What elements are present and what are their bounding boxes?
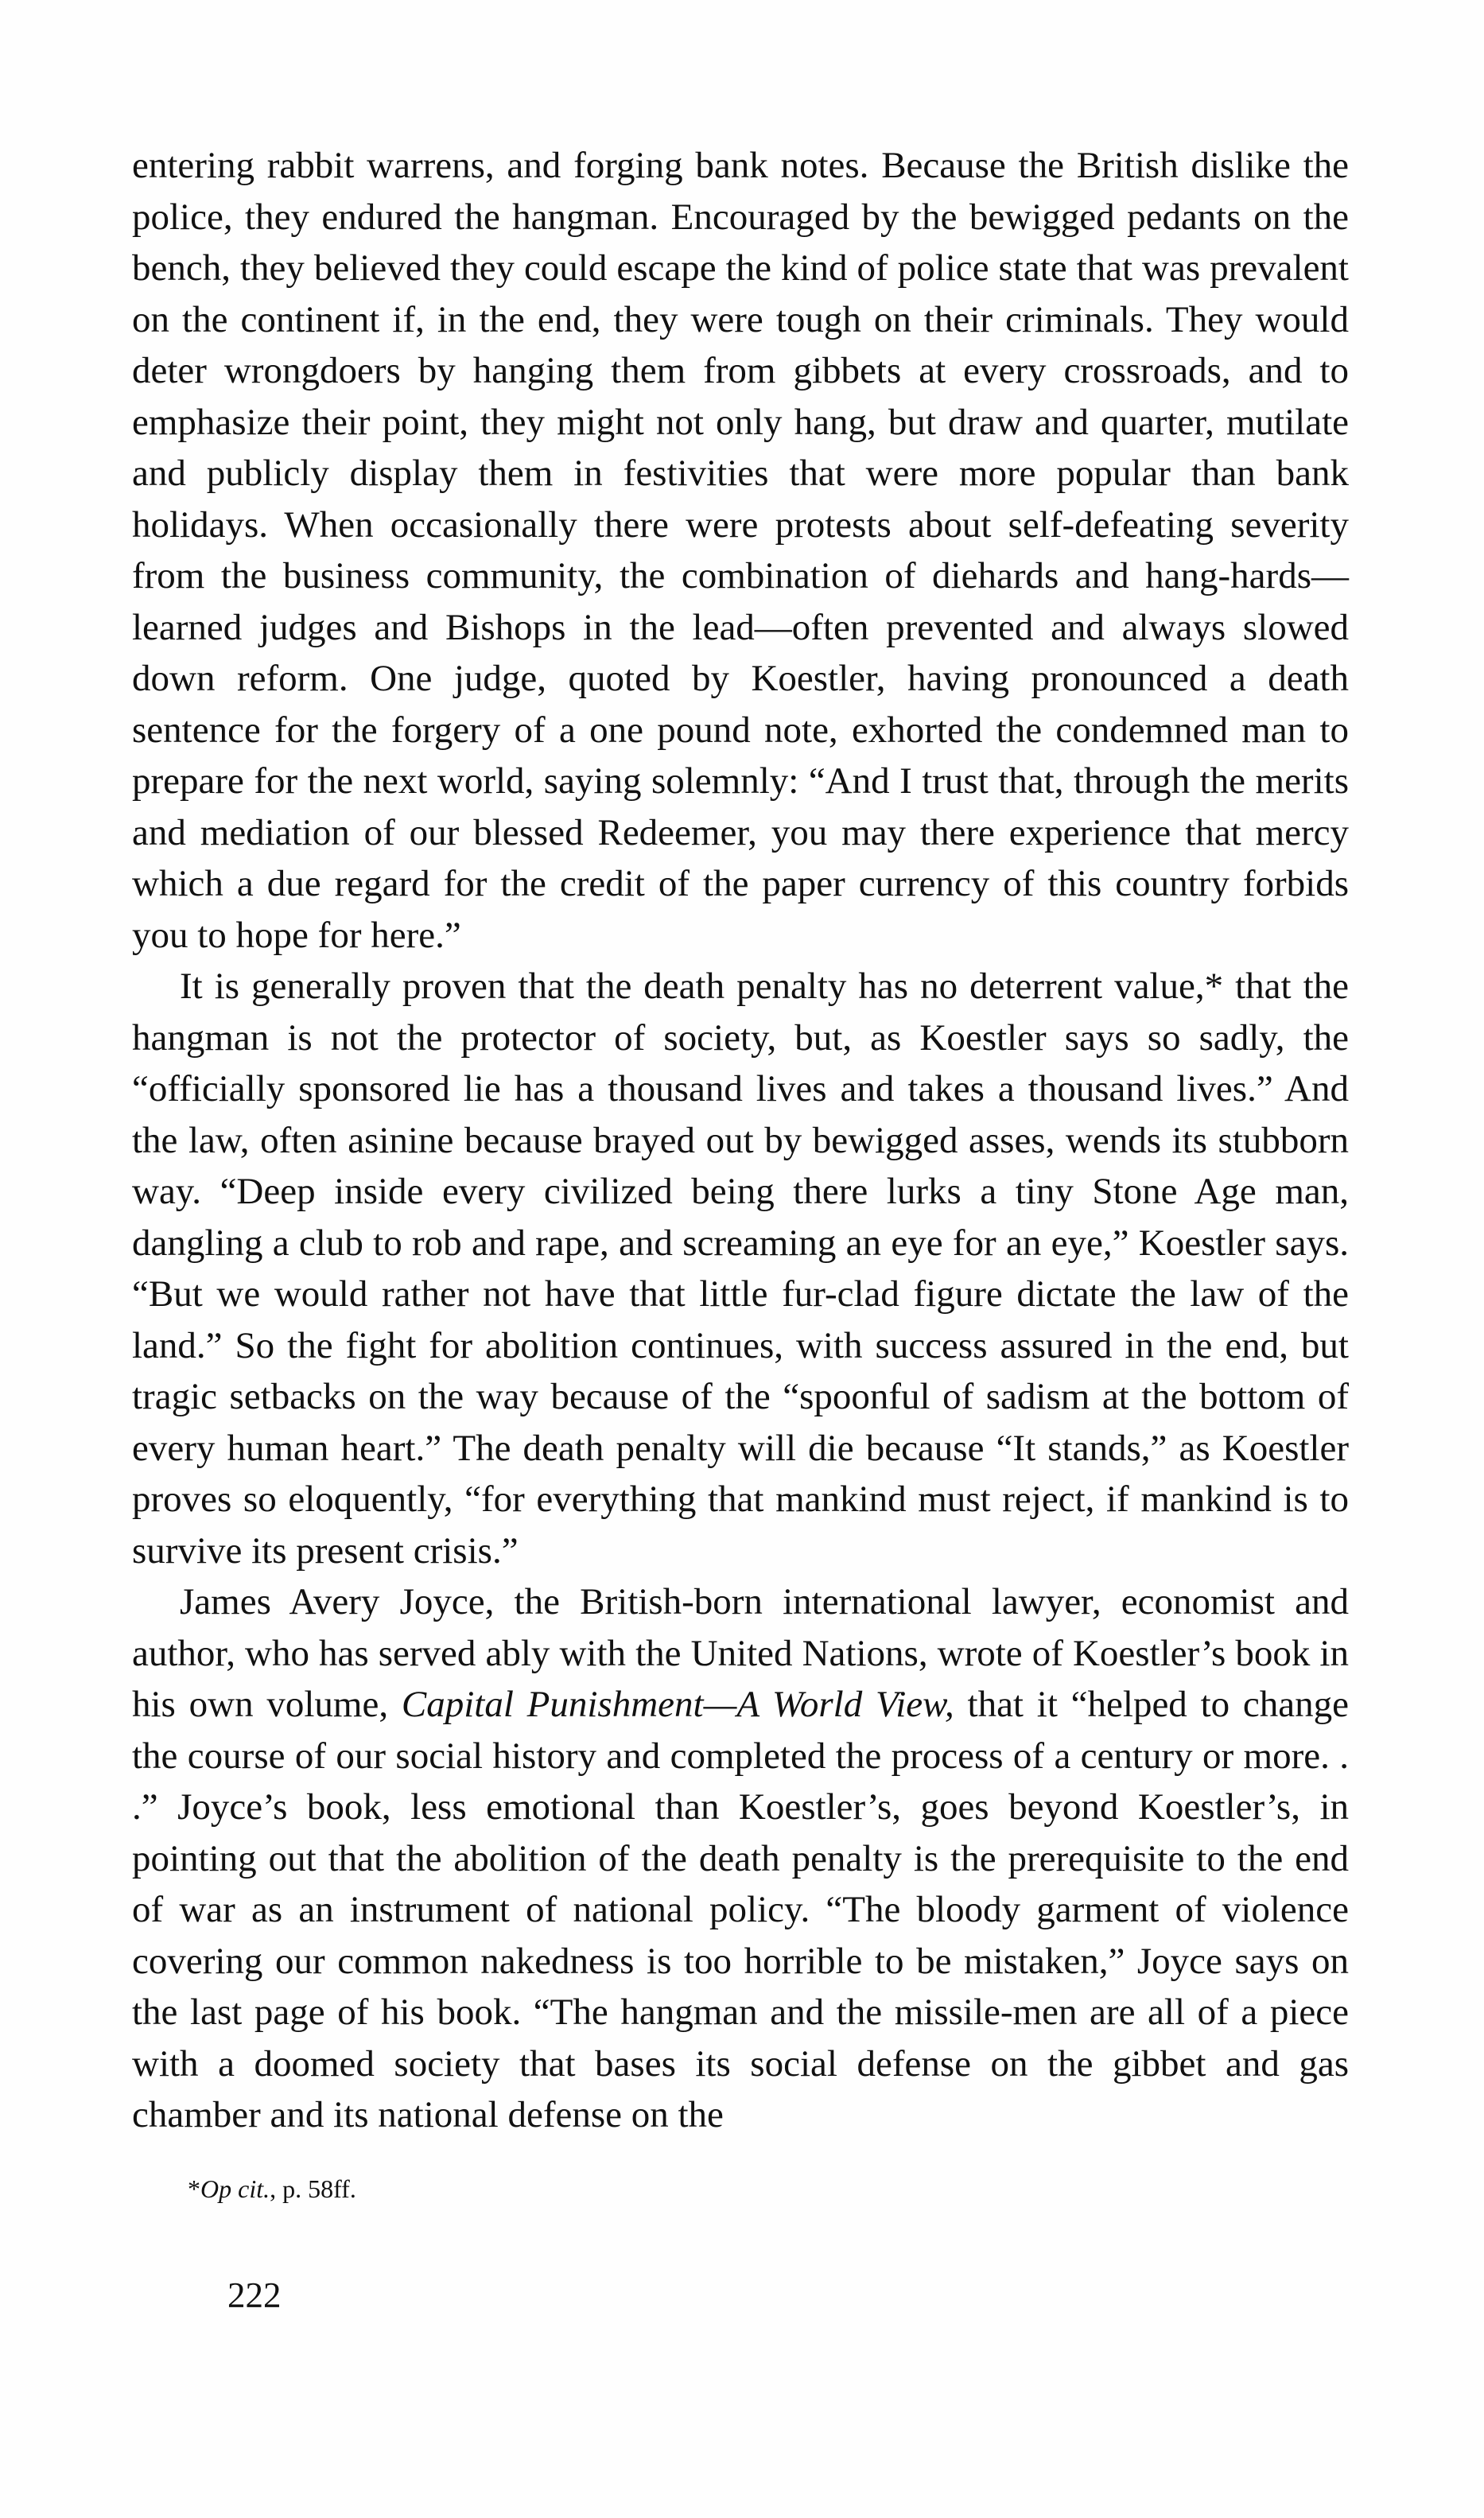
footnote bbox=[188, 2174, 356, 2204]
page-number: 222 bbox=[227, 2275, 282, 2315]
footnote-page-ref: , p. 58ff. bbox=[270, 2174, 356, 2203]
paragraph-3-after-title: that it “helped to change the course of our social history and completed the process of a century or more. . .” Joyce’s book, less emotional than Koestler’s, goes beyond Koestler’s, in pointing out that the abolition of the death penalty is the prerequisite to the end of war as an instrument of national policy. “The bloody garment of violence covering our common nakedness is too horrible to be mistaken,” Joyce says on the last page of his book. “The hangman and the missile-men are all of a piece with a doomed society that bases its social defense on the gibbet and gas chamber and its national defense on the bbox=[132, 1684, 1350, 2135]
body-text bbox=[132, 140, 1349, 2141]
footnote-marker: * bbox=[188, 2174, 200, 2203]
book-title: Capital Punishment—A World View, bbox=[401, 1684, 954, 1725]
footnote-citation: Op cit. bbox=[200, 2174, 270, 2203]
paragraph-2: It is generally proven that the death penalty has no deterrent value,* that the hangman is not the protector of society, but, as Koestler says so sadly, the “officially sponsored lie has a thousand lives and takes a thousand lives.” And the law, often asinine because brayed out by bewigged asses, wends its stubborn way. “Deep inside every civilized being there lurks a tiny Stone Age man, dangling a club to rob and rape, and screaming an eye for an eye,” Koestler says. “But we would rather not have that little fur-clad figure dictate the law of the land.” So the fight for abolition continues, with success assured in the end, but tragic setbacks on the way because of the “spoonful of sadism at the bottom of every human heart.” The death penalty will die because “It stands,” as Koestler proves so eloquently, “for everything that mankind must reject, if mankind is to survive its present crisis.” bbox=[132, 966, 1349, 1572]
paragraph-3-before-title: James Avery Joyce, the British-born international lawyer, economist and author, who has served ably with the United Nations, wrote of Koestler’s book in his own volume, bbox=[132, 1581, 1349, 1725]
paragraph-3 bbox=[132, 1576, 1349, 2141]
paragraph-1: entering rabbit warrens, and forging bank notes. Because the British dislike the police, they endured the hangman. Encouraged by the bewigged pedants on the bench, they believed they could escape the kind of police state that was prevalent on the continent if, in the end, they were tough on their criminals. They would deter wrongdoers by hanging them from gibbets at every crossroads, and to emphasize their point, they might not only hang, but draw and quarter, mutilate and publicly display them in festivities that were more popular than bank holidays. When occasionally there were protests about self-defeating severity from the business community, the combination of diehards and hang-hards—learned judges and Bishops in the lead—often prevented and always slowed down reform. One judge, quoted by Koestler, having pronounced a death sentence for the forgery of a one pound note, exhorted the condemned man to prepare for the next world, saying solemnly: “And I trust that, through the merits and mediation of our blessed Redeemer, you may there experience that mercy which a due regard for the credit of the paper currency of this country forbids you to hope for here.” bbox=[132, 145, 1349, 956]
